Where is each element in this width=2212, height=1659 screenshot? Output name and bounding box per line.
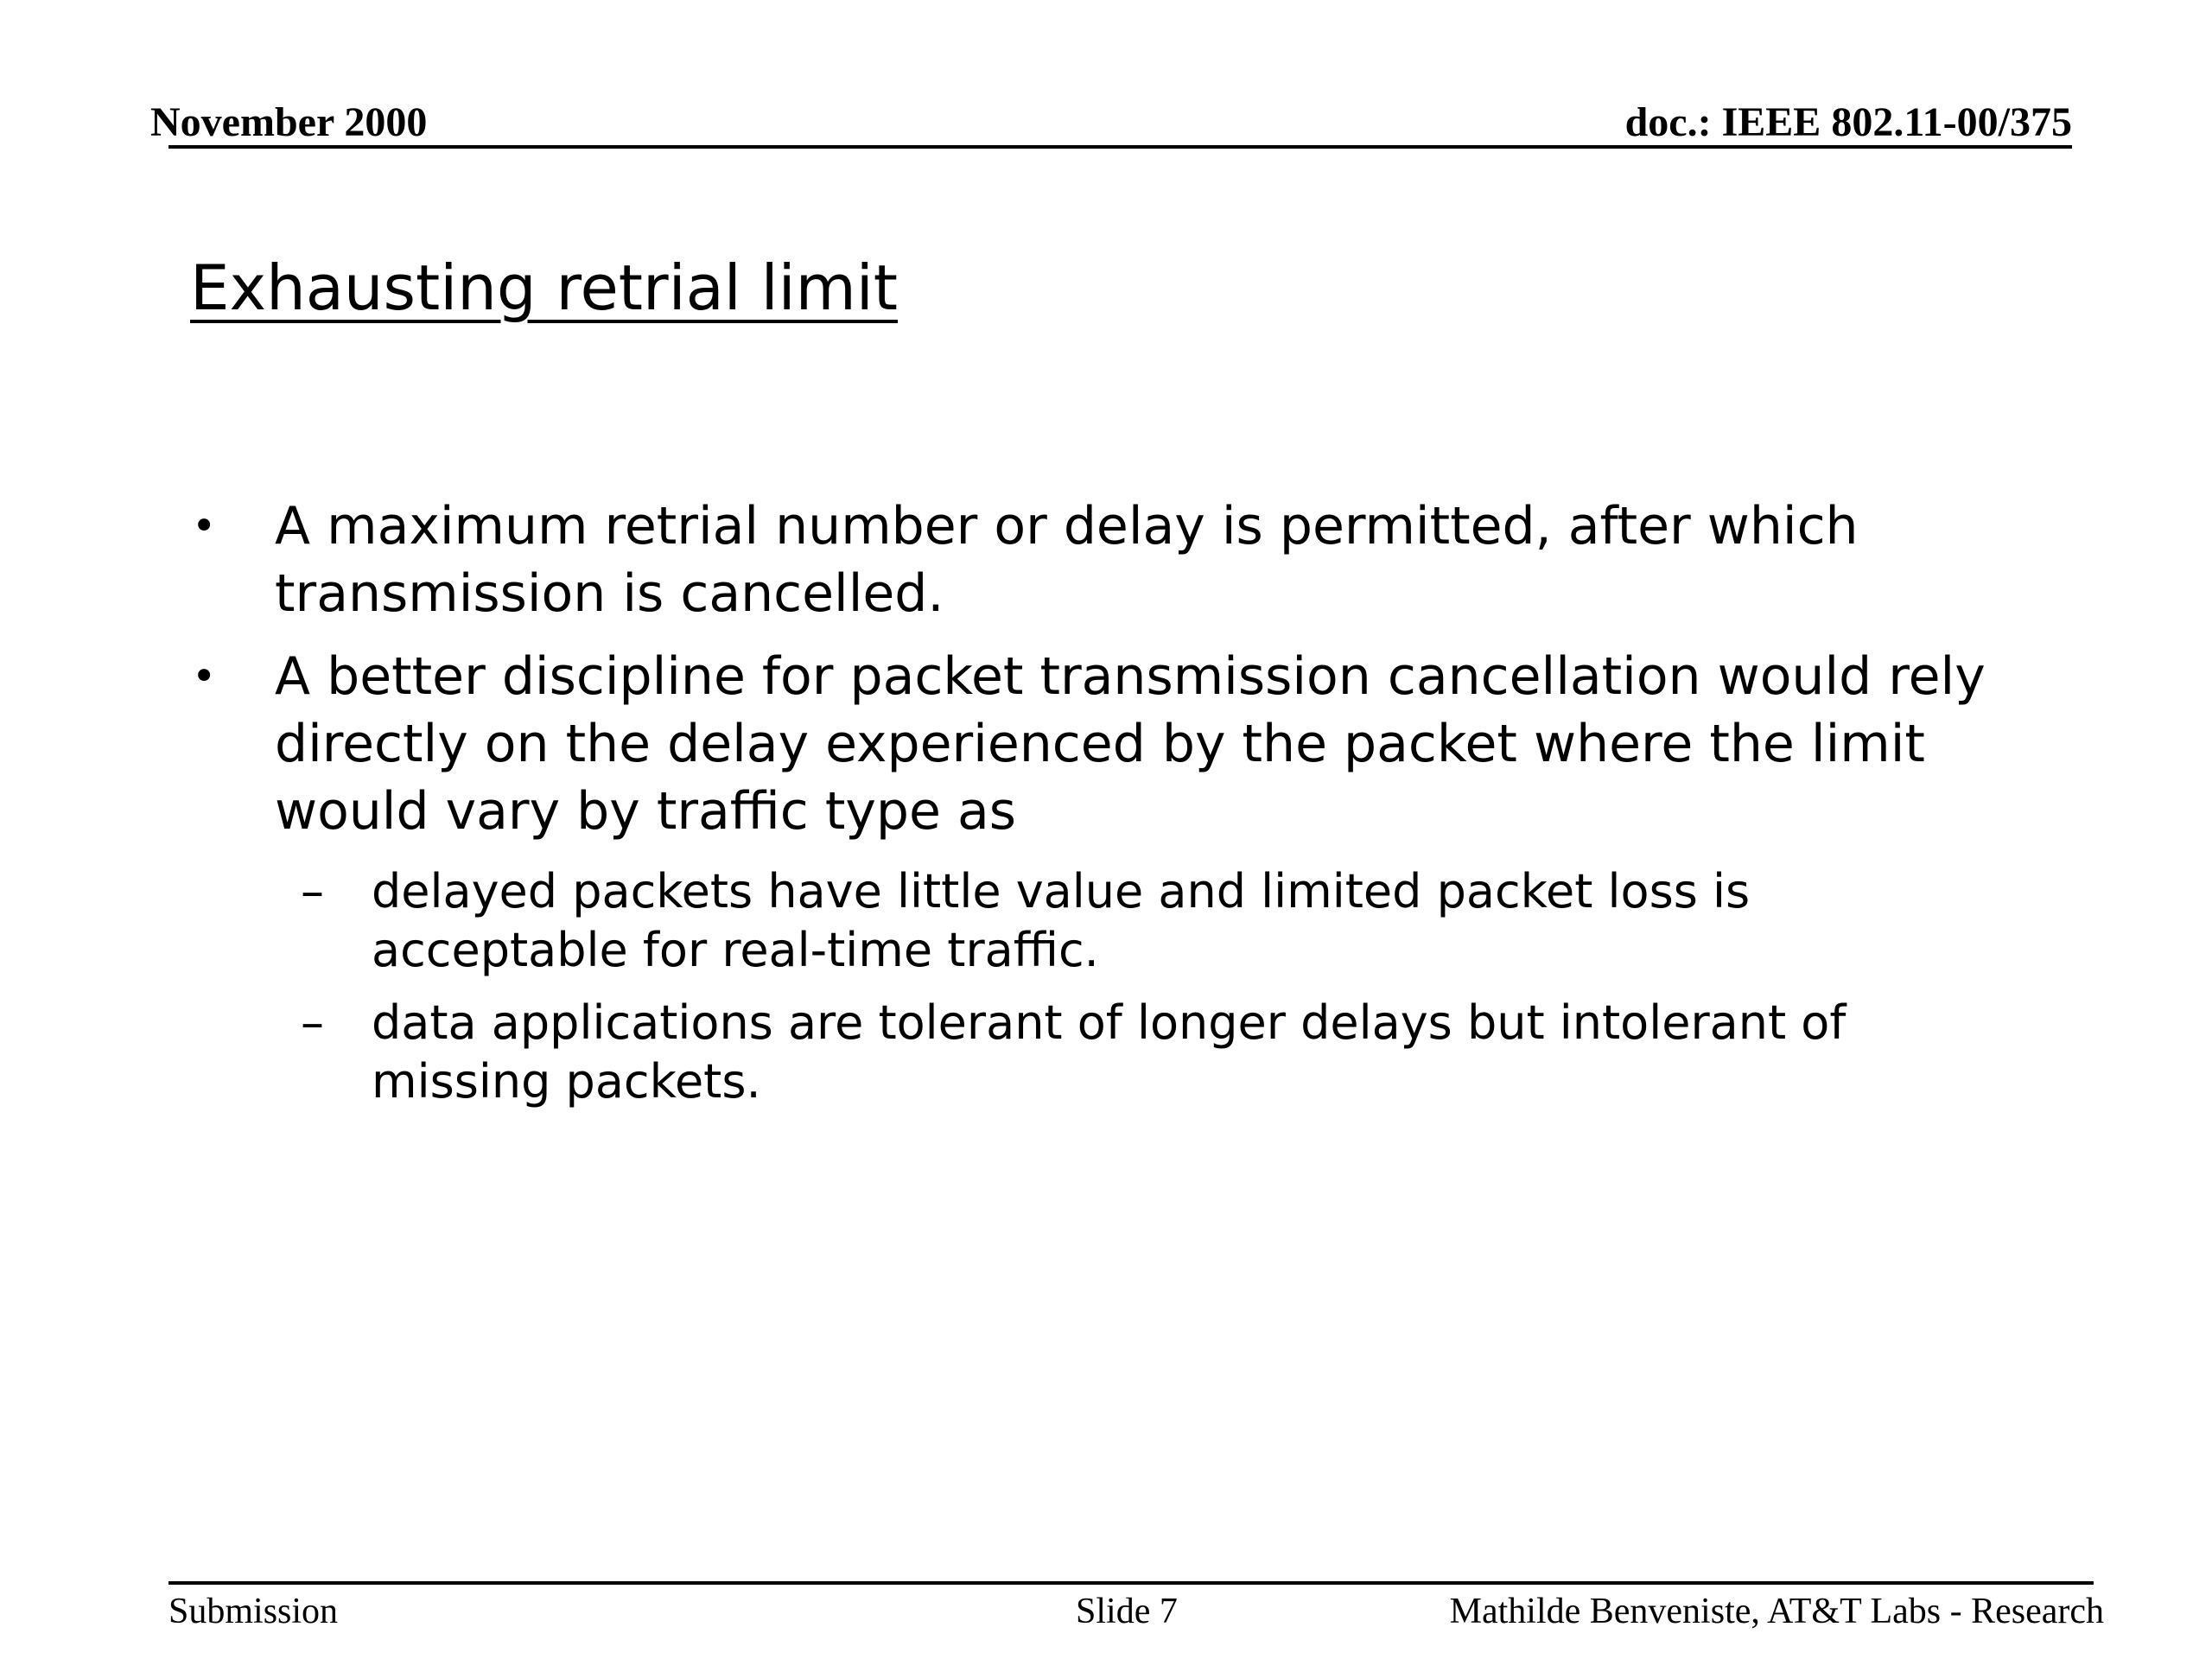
footer-author: Mathilde Benveniste, AT&T Labs - Research xyxy=(1449,1592,2104,1631)
sub-bullet-item xyxy=(0,862,2082,980)
bullet-marker: • xyxy=(192,502,217,550)
bullet-item xyxy=(0,493,2212,627)
bullet-text: A better discipline for packet transmission cancellation would rely directly on the delay experienced by the packet where the limit would vary by traffic type as xyxy=(275,646,1986,842)
sub-bullet-marker: – xyxy=(301,864,324,918)
sub-bullet-marker: – xyxy=(301,995,324,1050)
footer-divider xyxy=(168,1581,2094,1585)
header-date: November 2000 xyxy=(150,99,428,145)
bullet-list xyxy=(0,493,2212,1127)
header-doc-id: doc.: IEEE 802.11-00/375 xyxy=(1624,99,2072,145)
sub-bullet-item xyxy=(0,994,2082,1111)
slide-title: Exhausting retrial limit xyxy=(190,251,898,324)
footer-submission: Submission xyxy=(168,1592,339,1631)
sub-bullet-list xyxy=(275,862,2082,1111)
bullet-marker: • xyxy=(192,652,217,701)
footer-slide-number: Slide 7 xyxy=(1076,1592,1178,1631)
bullet-text: A maximum retrial number or delay is permitted, after which transmission is cancelled. xyxy=(275,496,1859,624)
header-divider xyxy=(168,145,2072,149)
sub-bullet-text: delayed packets have little value and limited packet loss is acceptable for real-time traffic. xyxy=(372,864,1751,977)
sub-bullet-text: data applications are tolerant of longer delays but intolerant of missing packets. xyxy=(372,995,1847,1109)
bullet-item xyxy=(0,643,2212,1111)
